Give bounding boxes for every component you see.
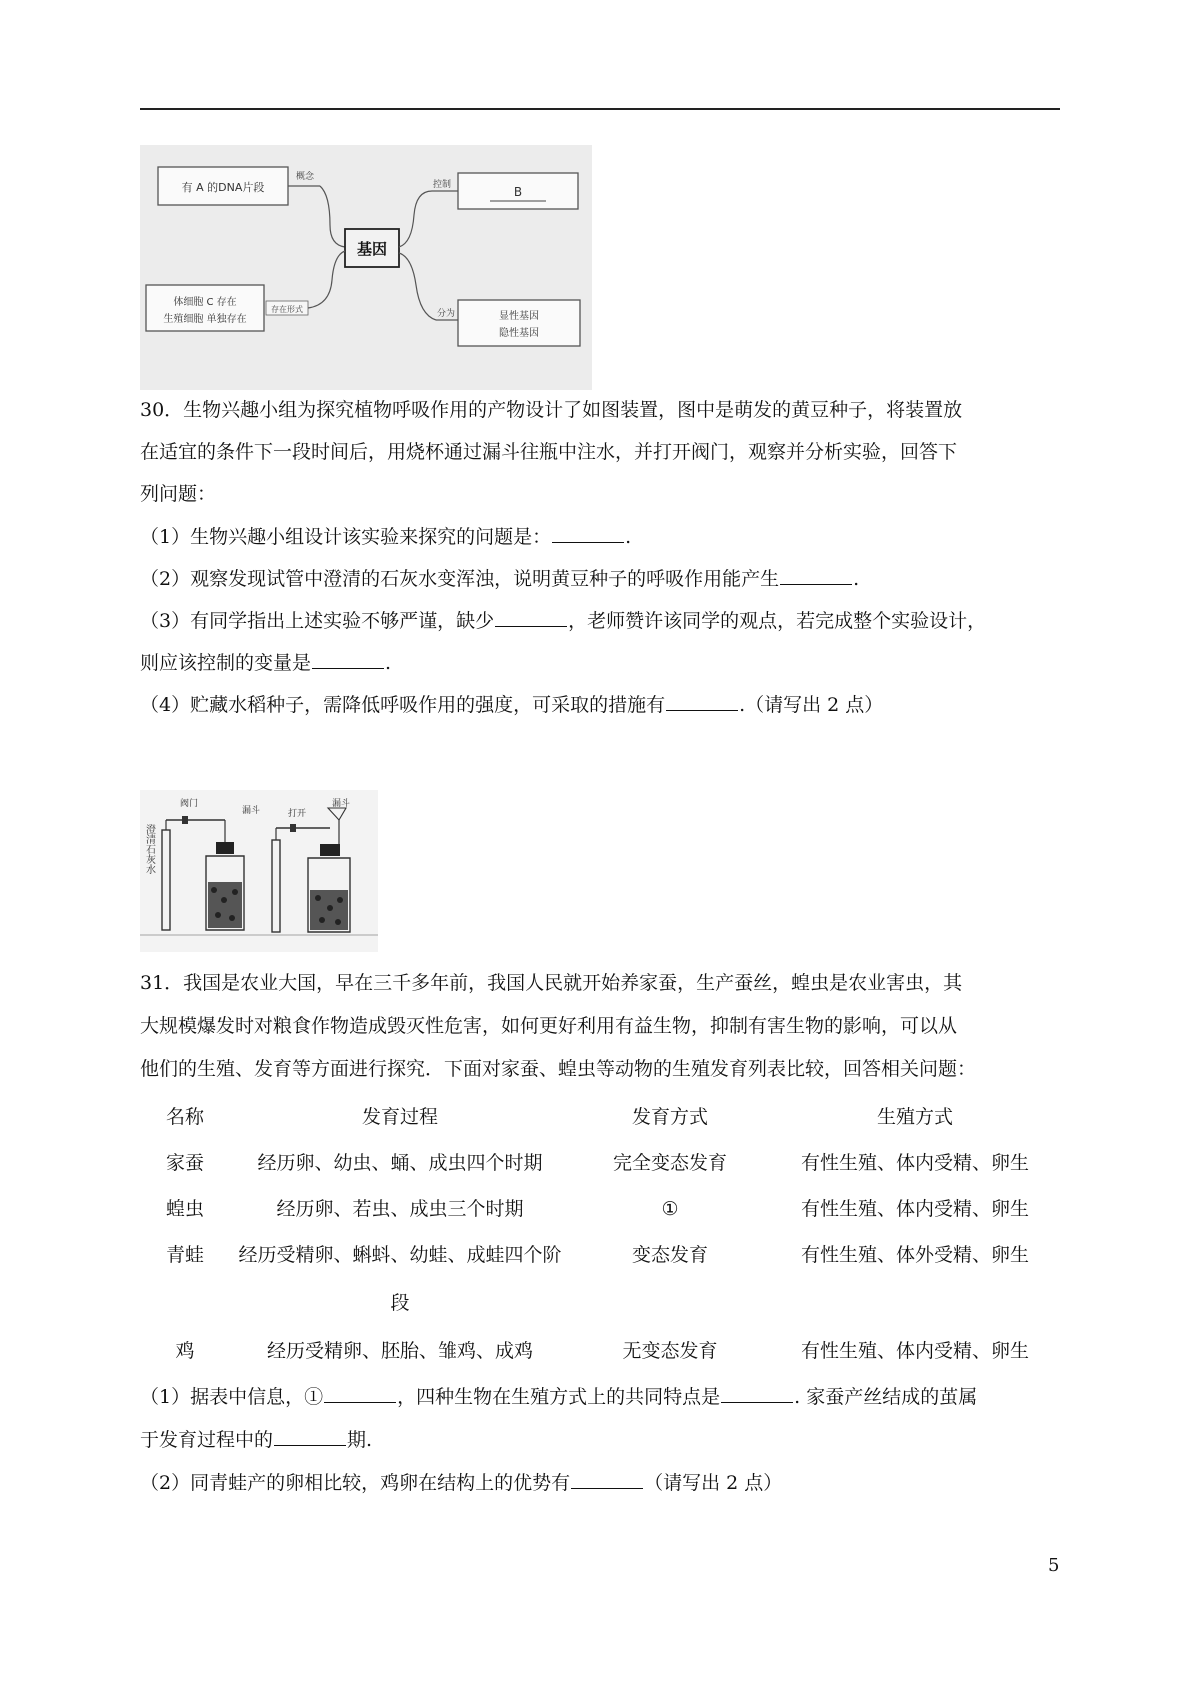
label-valve-1: 阀门 (180, 799, 199, 809)
table-header-process: 发育过程 (361, 1106, 438, 1128)
q30-part3-rest: ，老师赞许该同学的观点，若完成整个实验设计， (568, 610, 987, 632)
gene-concept-map-drawing (140, 145, 592, 390)
label-existence-line2: 生殖细胞 单独存在 (163, 314, 247, 325)
box-dna-fragment (158, 167, 288, 205)
table-row-4-process: 经历受精卵、胚胎、雏鸡、成鸡 (266, 1340, 533, 1362)
q30-part3 (140, 602, 986, 639)
table-row-3-process: 经历受精卵、蝌蚪、幼蛙、成蛙四个阶 (238, 1244, 562, 1266)
respiration-apparatus-figure (140, 790, 378, 952)
q30-part3b-text: 则应该控制的变量是 (140, 652, 312, 674)
label-b: B (513, 185, 523, 199)
q31-part2-text: （2）同青蛙产的卵相比较，鸡卵在结构上的优势有 (140, 1472, 571, 1494)
q30-part1-blank[interactable] (552, 518, 624, 543)
q30-part3b-blank[interactable] (312, 644, 384, 669)
table-row-2-dev-mode: ① (661, 1198, 679, 1220)
label-dna-fragment: 有 A 的DNA片段 (181, 181, 265, 194)
table-row-4-repro-mode: 有性生殖、体内受精、卵生 (800, 1340, 1029, 1362)
q31-part1-end: . 家蚕产丝结成的茧属 (794, 1386, 978, 1408)
link-concept: 概念 (295, 172, 315, 182)
box-b (458, 173, 578, 209)
q31-part1-text: （1）据表中信息，① (140, 1386, 324, 1408)
q31-intro-line3: 他们的生殖、发育等方面进行探究．下面对家蚕、蝗虫等动物的生殖发育列表比较，回答相关问题： (140, 1058, 977, 1080)
q30-part4-text: （4）贮藏水稻种子，需降低呼吸作用的强度，可采取的措施有 (140, 694, 666, 716)
table-row-3-repro-mode: 有性生殖、体外受精、卵生 (800, 1244, 1029, 1266)
table-row-1-repro-mode: 有性生殖、体内受精、卵生 (800, 1152, 1029, 1174)
table-row-3-name: 青蛙 (165, 1244, 204, 1266)
label-limewater: 澄清石灰水 (143, 824, 155, 874)
q30-part2-end: . (853, 568, 860, 590)
q30-part4 (140, 686, 883, 723)
q30-part1 (140, 518, 631, 555)
table-row-1-dev-mode: 完全变态发育 (612, 1152, 727, 1174)
table-header-repro-mode: 生殖方式 (876, 1106, 953, 1128)
label-recessive-gene: 隐性基因 (499, 328, 539, 339)
table-row-4-dev-mode: 无变态发育 (622, 1340, 718, 1362)
label-funnel-1: 漏斗 (242, 806, 261, 816)
q30-part3b-end: . (385, 652, 392, 674)
q30-intro-line1: 30．生物兴趣小组为探究植物呼吸作用的产物设计了如图装置，图中是萌发的黄豆种子，将装置放 (140, 399, 963, 421)
q30-part3-text: （3）有同学指出上述实验不够严谨，缺少 (140, 610, 495, 632)
link-control: 控制 (432, 180, 452, 190)
box-gene (345, 229, 399, 267)
table-header-name: 名称 (165, 1106, 204, 1128)
q30-intro-line3: 列问题： (140, 483, 217, 505)
q31-intro-line1: 31．我国是农业大国，早在三千多年前，我国人民就开始养家蚕，生产蚕丝，蝗虫是农业害虫，其 (140, 972, 963, 994)
table-row-2-repro-mode: 有性生殖、体内受精、卵生 (800, 1198, 1029, 1220)
q31-intro-line2: 大规模爆发时对粮食作物造成毁灭性危害，如何更好利用有益生物，抑制有害生物的影响，可以从 (140, 1015, 958, 1037)
q31-part1-cont (140, 1421, 372, 1458)
table-row-1-name: 家蚕 (165, 1152, 204, 1174)
label-funnel-2: 漏斗 (332, 799, 351, 809)
q30-part3-cont (140, 644, 391, 681)
link-existence-form: 存在形式 (271, 305, 303, 314)
table-row-3-process-cont: 段 (390, 1292, 410, 1314)
q30-part2 (140, 560, 859, 597)
q31-part1b-end: 期. (347, 1429, 373, 1451)
q30-part4-end: .（请写出 2 点） (739, 694, 884, 716)
header-rule (140, 108, 1060, 110)
table-header-dev-mode: 发育方式 (631, 1106, 708, 1128)
page-number: 5 (1048, 1555, 1060, 1576)
q30-part2-text: （2）观察发现试管中澄清的石灰水变浑浊，说明黄豆种子的呼吸作用能产生 (140, 568, 780, 590)
label-gene: 基因 (356, 240, 388, 258)
q30-part1-text: （1）生物兴趣小组设计该实验来探究的问题是： (140, 526, 552, 548)
table-row-2-name: 蝗虫 (165, 1198, 204, 1220)
table-row-3-dev-mode: 变态发育 (631, 1244, 708, 1266)
apparatus-drawing (140, 790, 378, 952)
q30-part3-blank[interactable] (495, 602, 567, 627)
q30-part2-blank[interactable] (780, 560, 852, 585)
q30-intro-line2: 在适宜的条件下一段时间后，用烧杯通过漏斗往瓶中注水，并打开阀门，观察并分析实验，回答下 (140, 441, 958, 463)
q31-part2-blank[interactable] (571, 1464, 643, 1489)
q31-part1-mid: ，四种生物在生殖方式上的共同特点是 (397, 1386, 721, 1408)
box-existence (146, 285, 264, 331)
q31-part2 (140, 1464, 782, 1501)
label-dominant-gene: 显性基因 (499, 311, 539, 322)
link-divide: 分为 (436, 309, 456, 319)
box-dominant-recessive (458, 300, 580, 346)
label-valve-2: 打开 (288, 809, 307, 819)
label-existence-line1: 体细胞 C 存在 (173, 297, 237, 308)
table-row-1-process: 经历卵、幼虫、蛹、成虫四个时期 (257, 1152, 543, 1174)
q31-part1-blank-3[interactable] (274, 1421, 346, 1446)
q31-part2-end: （请写出 2 点） (644, 1472, 783, 1494)
q31-part1b-text: 于发育过程中的 (140, 1429, 274, 1451)
q30-part1-end: . (625, 526, 632, 548)
q31-part1 (140, 1378, 977, 1415)
table-row-2-process: 经历卵、若虫、成虫三个时期 (276, 1198, 524, 1220)
gene-concept-map (140, 145, 592, 390)
q31-part1-blank-2[interactable] (721, 1378, 793, 1403)
table-row-4-name: 鸡 (175, 1340, 195, 1362)
q30-part4-blank[interactable] (666, 686, 738, 711)
q31-part1-blank-1[interactable] (324, 1378, 396, 1403)
